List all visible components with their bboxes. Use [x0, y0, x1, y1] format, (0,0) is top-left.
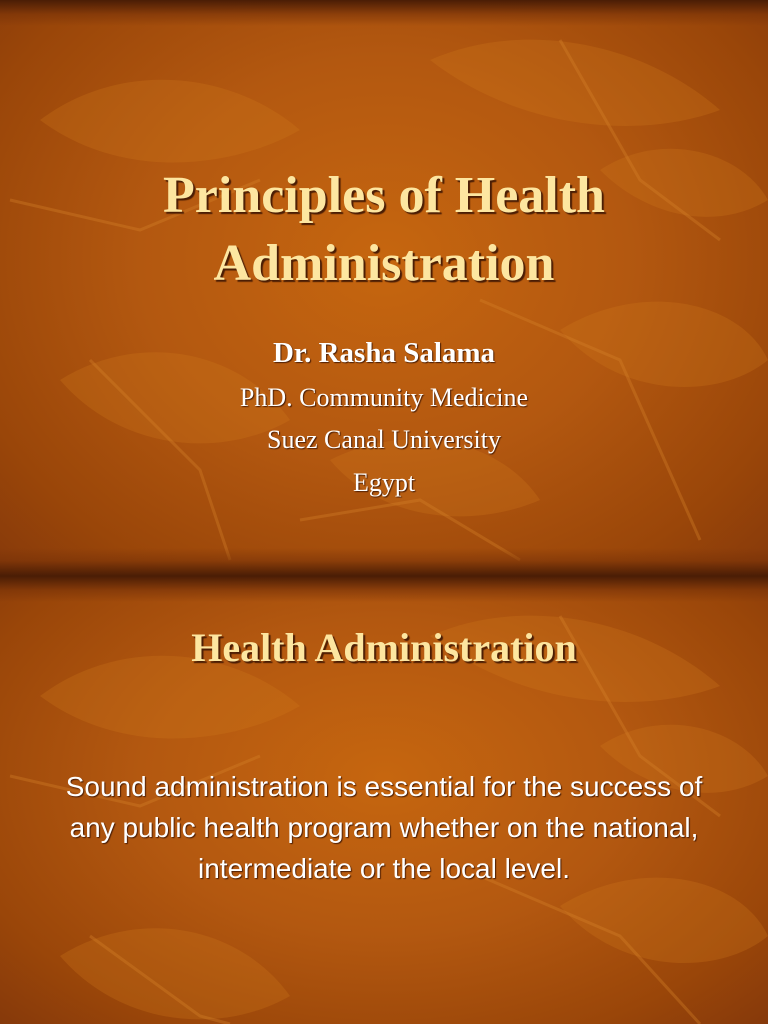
- slide-title: Health Administration: [191, 625, 577, 670]
- author-name: Dr. Rasha Salama: [272, 337, 496, 369]
- author-country: Egypt: [352, 468, 416, 497]
- slide-top-shade: [0, 0, 768, 26]
- slide-body-text: Sound administration is essential for the success of any public health program whether on the national, intermediate or the local level.: [65, 771, 703, 884]
- author-degree: PhD. Community Medicine: [239, 383, 529, 412]
- title-line-2: Administration: [213, 235, 555, 292]
- presentation-title: [0, 162, 768, 298]
- slide-bottom-shade: [0, 548, 768, 576]
- title-line-1: Principles of Health: [163, 167, 605, 224]
- author-university: Suez Canal University: [267, 425, 501, 454]
- content-slide: [0, 576, 768, 1024]
- slide-top-shade: [0, 576, 768, 602]
